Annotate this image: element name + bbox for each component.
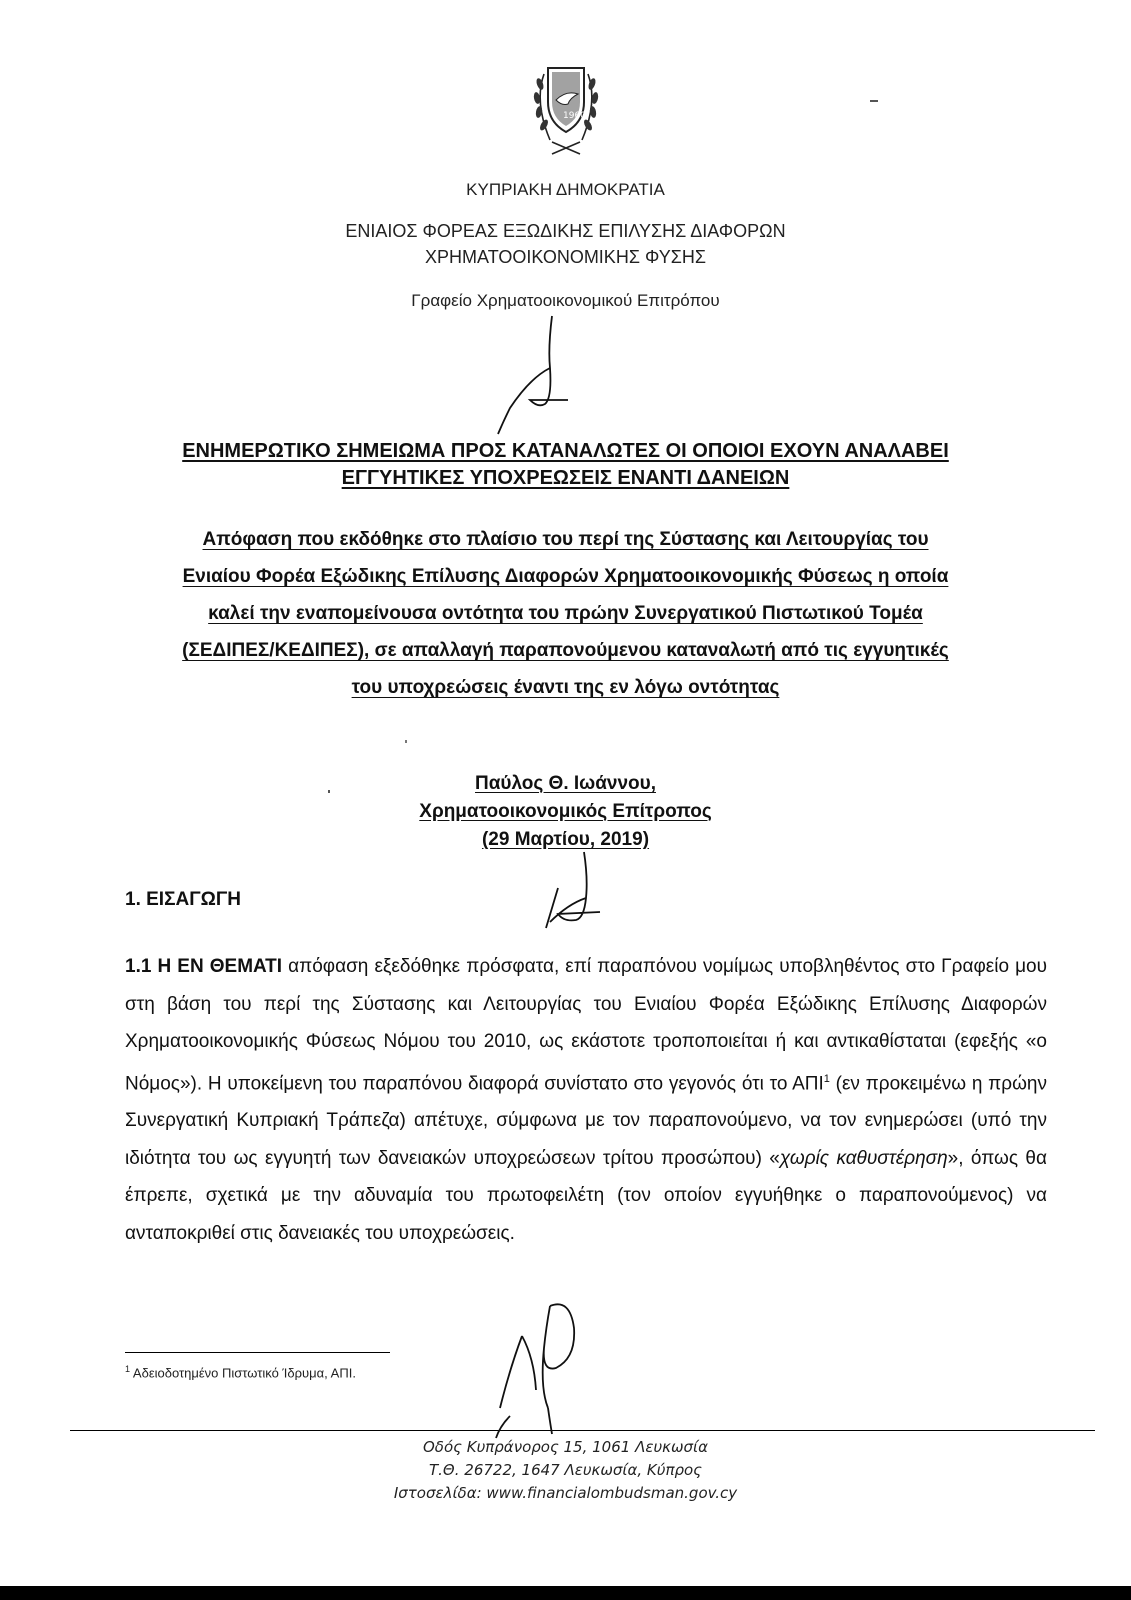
section-heading: 1. ΕΙΣΑΓΩΓΗ — [125, 889, 241, 910]
footnote-separator — [125, 1352, 390, 1353]
author-role: Χρηματοοικονομικός Επίτροπος — [419, 801, 712, 822]
paragraph-lead: 1.1 Η ΕΝ ΘΕΜΑΤΙ — [125, 956, 283, 977]
footnote-reference: 1 — [823, 1072, 830, 1085]
scan-mark — [405, 740, 407, 743]
coat-of-arms-emblem-icon — [530, 62, 602, 158]
section-paragraph — [125, 948, 1047, 1252]
document-title-line2: ΕΓΓΥΗΤΙΚΕΣ ΥΠΟΧΡΕΩΣΕΙΣ ΕΝΑΝΤΙ ΔΑΝΕΙΩΝ — [341, 467, 790, 489]
paragraph-text-2: (εν προκειμένω η πρώην Συνεργατική Κυπριακή Τράπεζα) απέτυχε, σύμφωνα με τον παραπονούμενο, να τον ενημερώσει (υπό την ιδιότητα του ως εγγυητή των δανειακών υποχρεώσεων τρίτου προσώπου) « — [125, 1072, 1047, 1169]
paragraph-italic: χωρίς καθυστέρηση — [779, 1147, 948, 1169]
handwritten-initials-2 — [528, 848, 618, 948]
footnote — [125, 1364, 356, 1380]
agency-name-line1: ΕΝΙΑΙΟΣ ΦΟΡΕΑΣ ΕΞΩΔΙΚΗΣ ΕΠΙΛΥΣΗΣ ΔΙΑΦΟΡΩΝ — [345, 221, 786, 241]
footer-po-box: Τ.Θ. 26722, 1647 Λευκωσία, Κύπρος — [429, 1461, 702, 1479]
subtitle-line1: Απόφαση που εκδόθηκε στο πλαίσιο του περί της Σύστασης και Λειτουργίας του — [202, 529, 929, 550]
document-title-line1: ΕΝΗΜΕΡΩΤΙΚΟ ΣΗΜΕΙΩΜΑ ΠΡΟΣ ΚΑΤΑΝΑΛΩΤΕΣ ΟΙ ΟΠΟΙΟΙ ΕΧΟΥΝ ΑΝΑΛΑΒΕΙ — [182, 440, 949, 462]
office-name: Γραφείο Χρηματοοικονομικού Επιτρόπου — [411, 291, 720, 310]
svg-text:1960: 1960 — [563, 111, 586, 121]
scan-mark — [328, 790, 330, 793]
handwritten-initials-3 — [490, 1298, 600, 1448]
footnote-number: 1 — [125, 1364, 131, 1374]
paragraph-text-3: », όπως θα έπρεπε, σχετικά με την αδυναμία του πρωτοφειλέτη (τον οποίον εγγυήθηκε ο παραπονούμενος) να ανταποκριθεί στις δανειακές του υποχρεώσεις. — [125, 1147, 1047, 1244]
footnote-text: Αδειοδοτημένο Πιστωτικό Ίδρυμα, ΑΠΙ. — [130, 1365, 356, 1381]
handwritten-initials-1 — [490, 308, 580, 448]
document-date: (29 Μαρτίου, 2019) — [481, 829, 650, 850]
subtitle-line3: καλεί την εναπομείνουσα οντότητα του πρώην Συνεργατικού Πιστωτικού Τομέα — [208, 603, 923, 624]
footer-address: Οδός Κυπράνορος 15, 1061 Λευκωσία — [423, 1438, 708, 1456]
footer-website: Ιστοσελίδα: www.financialombudsman.gov.cy — [393, 1484, 738, 1502]
subtitle-line4: (ΣΕΔΙΠΕΣ/ΚΕΔΙΠΕΣ), σε απαλλαγή παραπονούμενου καταναλωτή από τις εγγυητικές — [182, 640, 949, 661]
agency-name-line2: ΧΡΗΜΑΤΟΟΙΚΟΝΟΜΙΚΗΣ ΦΥΣΗΣ — [425, 247, 706, 267]
subtitle-line2: Ενιαίου Φορέα Εξώδικης Επίλυσης Διαφορών Χρηματοοικονομικής Φύσεως η οποία — [182, 566, 949, 587]
paragraph-text-1: απόφαση εξεδόθηκε πρόσφατα, επί παραπόνου νομίμως υποβληθέντος στο Γραφείο μου στη βάση του περί της Σύστασης και Λειτουργίας του Ενιαίου Φορέα Εξώδικης Επίλυσης Διαφορών Χρηματοοικονομικής Φύσεως Νόμου του 2010, ως εκάστοτε τροποποιείται ή και αντικαθίσταται (εφεξής «ο Νόμος»). Η υποκείμενη του παραπόνου διαφορά συνίστατο στο γεγονός ότι το ΑΠΙ — [125, 956, 1047, 1094]
author-name: Παύλος Θ. Ιωάννου, — [475, 773, 656, 794]
scan-mark — [870, 100, 878, 102]
country-name: ΚΥΠΡΙΑΚΗ ΔΗΜΟΚΡΑΤΙΑ — [466, 180, 665, 199]
scan-bottom-edge — [0, 1586, 1131, 1600]
subtitle-line5: του υποχρεώσεις έναντι της εν λόγω οντότητας — [351, 677, 780, 698]
